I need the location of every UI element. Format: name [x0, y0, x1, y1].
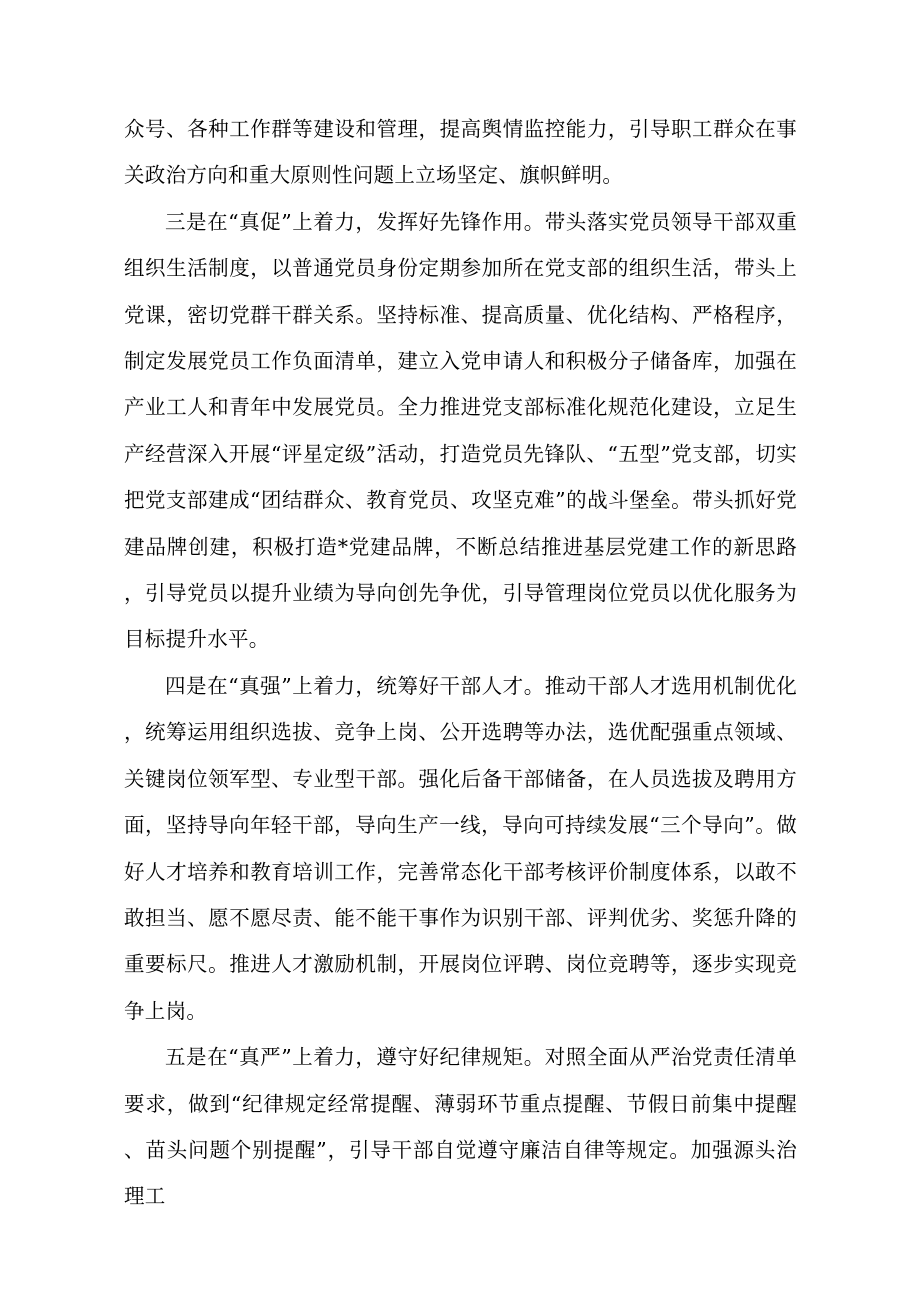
paragraph-five: 五是在“真严”上着力，遵守好纪律规矩。对照全面从严治党责任清单要求，做到“纪律规定经常提醒、薄弱环节重点提醒、节假日前集中提醒、苗头问题个别提醒”，引导干部自觉遵守廉洁自律等规定。加强源头治理工 [124, 1045, 797, 1209]
paragraph-three: 三是在“真促”上着力，发挥好先锋作用。带头落实党员领导干部双重组织生活制度，以普通党员身份定期参加所在党支部的组织生活，带头上党课，密切党群干群关系。坚持标准、提高质量、优化结构、严格程序，制定发展党员工作负面清单，建立入党申请人和积极分子储备库，加强在产业工人和青年中发展党员。全力推进党支部标准化规范化建设，立足生产经营深入开展“评星定级”活动，打造党员先锋队、“五型”党支部，切实把党支部建成“团结群众、教育党员、攻坚克难”的战斗堡垒。带头抓好党建品牌创建，积极打造*党建品牌，不断总结推进基层党建工作的新思路，引导党员以提升业绩为导向创先争优，引导管理岗位党员以优化服务为目标提升水平。 [124, 209, 797, 652]
paragraph-four: 四是在“真强”上着力，统筹好干部人才。推动干部人才选用机制优化，统筹运用组织选拔、竞争上岗、公开选聘等办法，选优配强重点领域、关键岗位领军型、专业型干部。强化后备干部储备，在人员选拔及聘用方面，坚持导向年轻干部，导向生产一线，导向可持续发展“三个导向”。做好人才培养和教育培训工作，完善常态化干部考核评价制度体系，以敢不敢担当、愿不愿尽责、能不能干事作为识别干部、评判优劣、奖惩升降的重要标尺。推进人才激励机制，开展岗位评聘、岗位竞聘等，逐步实现竞争上岗。 [124, 673, 797, 1023]
paragraph-continuation: 众号、各种工作群等建设和管理，提高舆情监控能力，引导职工群众在事关政治方向和重大原则性问题上立场坚定、旗帜鲜明。 [124, 117, 797, 188]
document-body [124, 106, 797, 1220]
